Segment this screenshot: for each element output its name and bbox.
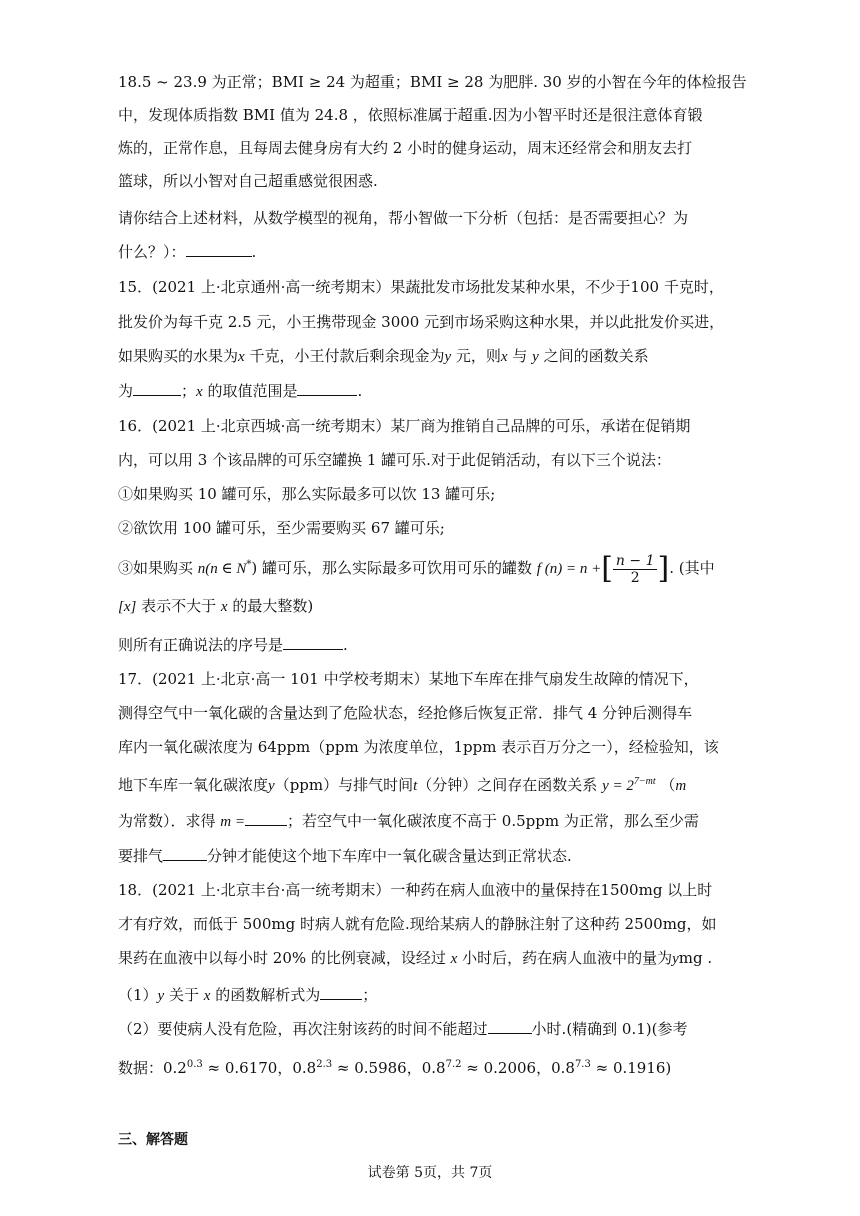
var-x: x bbox=[450, 951, 458, 967]
answer-blank[interactable] bbox=[186, 242, 252, 257]
section-title: 三、解答题 bbox=[118, 1132, 188, 1148]
var-x: x bbox=[203, 988, 211, 1004]
prev-line-6-text: 什么？）： bbox=[118, 243, 186, 261]
q18-p2-text-a: （2）要使病人没有危险，再次注射该药的时间不能超过 bbox=[118, 1020, 488, 1038]
q16-s3-text-c: . (其中 bbox=[669, 559, 715, 577]
floor-bracket-left: [ bbox=[601, 551, 613, 586]
prev-line-1: 18.5 ~ 23.9 为正常；BMI ≥ 24 为超重；BMI ≥ 28 为肥胖. 30 岁的小智在今年的体检报告 bbox=[118, 73, 747, 91]
q18-p1-text-a: （1） bbox=[118, 986, 158, 1004]
q18-p1-text-c: 的函数解析式为 bbox=[210, 986, 321, 1004]
q18-line-3 bbox=[118, 948, 718, 969]
q17-line-5 bbox=[118, 811, 718, 832]
answer-blank[interactable] bbox=[297, 381, 357, 396]
q17-exponent: 7−mt bbox=[633, 776, 656, 787]
q15-text-h: 的取值范围是 bbox=[202, 382, 298, 400]
prev-line-6-end: . bbox=[251, 243, 257, 261]
answer-blank[interactable] bbox=[320, 985, 362, 1000]
q16-statement-1: ①如果购买 10 罐可乐，那么实际最多可以饮 13 罐可乐; bbox=[118, 485, 496, 503]
var-y: y bbox=[672, 951, 679, 967]
q16-s3-close: ) bbox=[251, 559, 258, 577]
q16-s3-n: n(n ∈ N bbox=[197, 561, 247, 577]
q17-l5-text-a: 为常数）．求得 bbox=[118, 812, 221, 830]
q18-line-1: 18．(2021 上·北京丰台·高一统考期末）一种药在病人血液中的量保持在1500mg 以上时 bbox=[118, 881, 713, 899]
q15-text-e: 之间的函数关系 bbox=[538, 347, 649, 365]
q16-l6-text-c: 的最大整数) bbox=[227, 597, 314, 615]
q17-function: y = 2 bbox=[602, 778, 634, 794]
q17-line-4 bbox=[118, 772, 718, 796]
floor-notation: [x] bbox=[118, 599, 137, 615]
fraction-denominator: 2 bbox=[630, 569, 640, 586]
q16-s3-text-a: ③如果购买 bbox=[118, 559, 198, 577]
q17-line-1: 17．(2021 上·北京·高一 101 中学校考期末）某地下车库在排气扇发生故障的情况下， bbox=[118, 670, 699, 688]
var-y: y bbox=[268, 778, 275, 794]
q15-text-c: 元，则 bbox=[451, 347, 501, 365]
q17-line-3: 库内一氧化碳浓度为 64ppm（ppm 为浓度单位，1ppm 表示百万分之一），经检验知，该 bbox=[118, 738, 719, 756]
q17-l6-text-a: 要排气 bbox=[118, 847, 164, 865]
q18-l3-text-c: mg . bbox=[678, 949, 713, 967]
fraction-numerator: n − 1 bbox=[613, 553, 658, 570]
var-t: t bbox=[413, 778, 418, 794]
var-x: x bbox=[500, 349, 508, 365]
q16-s3-star: * bbox=[246, 559, 252, 570]
q18-exp-2: 2.3 bbox=[316, 1059, 333, 1070]
q17-l4-text-a: 地下车库一氧化碳浓度 bbox=[118, 776, 269, 794]
q18-exp-3: 7.2 bbox=[445, 1059, 462, 1070]
q17-l5-text-b: ；若空气中一氧化碳浓度不高于 0.5ppm 为正常，那么至少需 bbox=[287, 812, 699, 830]
answer-blank[interactable] bbox=[133, 381, 181, 396]
q18-line-2: 才有疗效，而低于 500mg 时病人就有危险.现给某病人的静脉注射了这种药 2500mg，如 bbox=[118, 915, 717, 933]
q16-l7-end: . bbox=[343, 636, 348, 654]
q15-line-4 bbox=[118, 381, 718, 402]
q15-line-1: 15．(2021 上·北京通州·高一统考期末）果蔬批发市场批发某种水果，不少于100 千克时， bbox=[118, 278, 724, 296]
page-footer: 试卷第 5页，共 7页 bbox=[367, 1165, 493, 1181]
q18-exp-4: 7.3 bbox=[574, 1059, 591, 1070]
q16-l7-text: 则所有正确说法的序号是 bbox=[118, 636, 284, 654]
q15-text-a: 如果购买的水果为 bbox=[118, 347, 239, 365]
q17-line-6 bbox=[118, 846, 718, 866]
q16-line-6 bbox=[118, 596, 718, 617]
var-y: y bbox=[157, 988, 165, 1004]
q15-text-f: 为 bbox=[118, 382, 134, 400]
q18-data-b: ≈ 0.6170，0.8 bbox=[202, 1059, 317, 1077]
answer-blank[interactable] bbox=[488, 1019, 532, 1034]
q18-part-2 bbox=[118, 1019, 718, 1039]
var-m: m bbox=[675, 778, 687, 794]
q16-line-7 bbox=[118, 635, 718, 655]
q15-line-2: 批发价为每千克 2.5 元，小王携带现金 3000 元到市场采购这种水果，并以此批发价买进， bbox=[118, 313, 725, 331]
prev-line-3: 炼的，正常作息，且每周去健身房有大约 2 小时的健身运动，周末还经常会和朋友去打 bbox=[118, 139, 693, 157]
q16-line-1: 16．(2021 上·北京西城·高一统考期末）某厂商为推销自己品牌的可乐，承诺在促销期 bbox=[118, 417, 691, 435]
q18-l3-text-b: 小时后，药在病人血液中的量为 bbox=[457, 949, 673, 967]
var-m-eq: m = bbox=[220, 814, 245, 830]
q18-data-c: ≈ 0.5986，0.8 bbox=[332, 1059, 446, 1077]
var-y: y bbox=[444, 349, 452, 365]
q16-s3-text-b: 罐可乐，那么实际最多可饮用可乐的罐数 bbox=[257, 559, 537, 577]
var-y: y bbox=[532, 349, 539, 365]
q16-l6-text-b: 表示不大于 bbox=[136, 597, 221, 615]
prev-line-2: 中，发现体质指数 BMI 值为 24.8 ，依照标准属于超重.因为小智平时还是很注意体育锻 bbox=[118, 106, 703, 124]
q17-l6-text-b: 分钟才能使这个地下车库中一氧化碳含量达到正常状态. bbox=[207, 847, 572, 865]
var-x: x bbox=[220, 599, 228, 615]
q16-line-2: 内，可以用 3 个该品牌的可乐空罐换 1 罐可乐.对于此促销活动，有以下三个说法： bbox=[118, 451, 671, 469]
q15-line-3 bbox=[118, 346, 718, 367]
q16-statement-3 bbox=[118, 547, 718, 587]
q15-text-i: . bbox=[357, 382, 363, 400]
prev-line-5: 请你结合上述材料，从数学模型的视角，帮小智做一下分析（包括：是否需要担心？为 bbox=[118, 209, 689, 227]
q18-exp-1: 0.3 bbox=[186, 1059, 203, 1070]
answer-blank[interactable] bbox=[245, 811, 287, 826]
q15-text-g: ； bbox=[181, 382, 197, 400]
q17-l4-text-b: （ppm）与排气时间 bbox=[274, 776, 414, 794]
q18-part-1 bbox=[118, 985, 718, 1006]
q15-text-b: 千克，小王付款后剩余现金为 bbox=[244, 347, 445, 365]
answer-blank[interactable] bbox=[163, 846, 207, 861]
q18-p2-text-b: 小时.(精确到 0.1)(参考 bbox=[531, 1020, 688, 1038]
q18-p1-text-d: ； bbox=[362, 986, 378, 1004]
fraction bbox=[613, 553, 658, 586]
q18-data-a: 数据：0.2 bbox=[118, 1059, 187, 1077]
q18-data-d: ≈ 0.2006，0.8 bbox=[461, 1059, 575, 1077]
q16-s3-func: f (n) = n + bbox=[536, 561, 602, 577]
var-x: x bbox=[196, 384, 203, 400]
q16-statement-2: ②欲饮用 100 罐可乐，至少需要购买 67 罐可乐; bbox=[118, 519, 445, 537]
q17-line-2: 测得空气中一氧化碳的含量达到了危险状态，经抢修后恢复正常．排气 4 分钟后测得车 bbox=[118, 704, 693, 722]
var-x: x bbox=[238, 349, 245, 365]
q15-text-d: 与 bbox=[507, 347, 533, 365]
prev-line-4: 篮球，所以小智对自己超重感觉很困惑. bbox=[118, 172, 378, 190]
q17-l4-text-c: （分钟）之间存在函数关系 bbox=[417, 776, 603, 794]
answer-blank[interactable] bbox=[283, 635, 343, 650]
q18-l3-text-a: 果药在血液中以每小时 20% 的比例衰减，设经过 bbox=[118, 949, 451, 967]
q18-p1-text-b: 关于 bbox=[164, 986, 204, 1004]
q18-data-e: ≈ 0.1916) bbox=[590, 1059, 672, 1077]
q17-l4-text-d: （ bbox=[655, 776, 676, 794]
q18-reference-data bbox=[118, 1055, 718, 1078]
floor-bracket-right: ] bbox=[657, 551, 670, 586]
prev-line-6 bbox=[118, 242, 718, 262]
